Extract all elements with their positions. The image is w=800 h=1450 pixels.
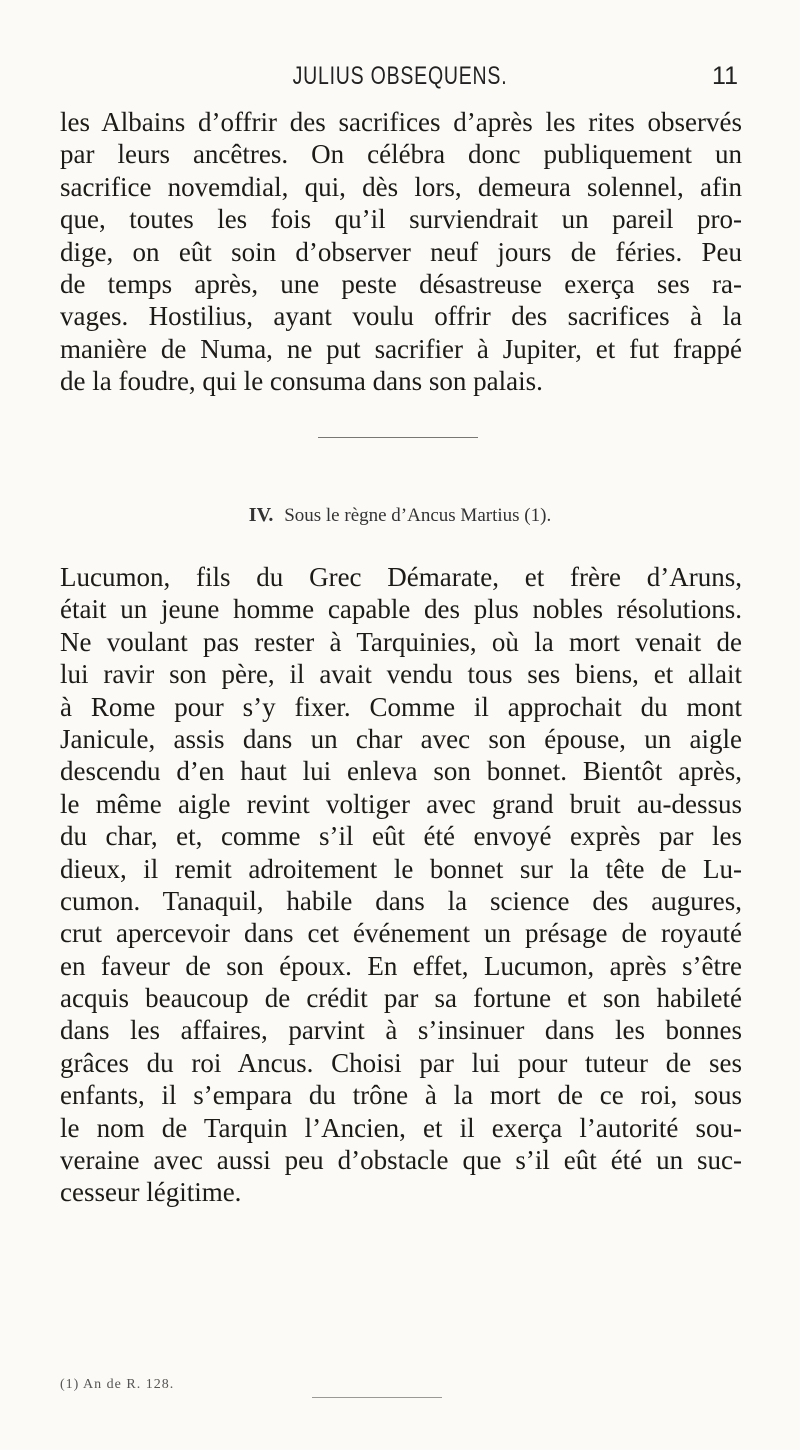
paragraph-1 <box>60 106 742 398</box>
text-line: enfants, il s’empara du trône à la mort de ce roi, sous <box>60 1080 742 1111</box>
paragraph-2 <box>60 561 742 1209</box>
text-line: les Albains d’offrir des sacrifices d’après les rites observés <box>60 107 742 137</box>
page-number: 11 <box>712 62 738 90</box>
section-separator <box>318 437 478 438</box>
text-line: dieux, il remit adroitement le bonnet sur la tête de Lu- <box>60 853 742 884</box>
text-line: lui ravir son père, il avait vendu tous ses biens, et allait <box>60 659 742 690</box>
text-line: en faveur de son époux. En effet, Lucumon, après s’être <box>60 950 742 981</box>
text-line: par leurs ancêtres. On célébra donc publiquement un <box>60 139 742 170</box>
running-head <box>0 62 800 92</box>
text-line: Ne voulant pas rester à Tarquinies, où la mort venait de <box>60 626 742 657</box>
text-line: que, toutes les fois qu’il surviendrait un pareil pro- <box>60 204 742 235</box>
text-line: le même aigle revint voltiger avec grand bruit au-dessus <box>60 788 742 819</box>
section-title: Sous le règne d’Ancus Martius <box>284 505 520 526</box>
text-line: crut apercevoir dans cet événement un présage de royauté <box>60 918 742 949</box>
text-line: de la foudre, qui le consuma dans son palais. <box>60 366 543 397</box>
text-line: était un jeune homme capable des plus nobles résolutions. <box>60 594 742 625</box>
text-line: manière de Numa, ne put sacrifier à Jupiter, et fut frappé <box>60 333 742 364</box>
running-title: JULIUS OBSEQUENS. <box>292 62 508 90</box>
text-line: le nom de Tarquin l’Ancien, et il exerça l’autorité sou- <box>60 1112 742 1143</box>
text-line: de temps après, une peste désastreuse exerça ses ra- <box>60 268 742 299</box>
text-line: Lucumon, fils du Grec Démarate, et frère d’Aruns, <box>60 562 742 592</box>
text-line: vages. Hostilius, ayant voulu offrir des sacrifices à la <box>60 301 742 332</box>
text-line: dige, on eût soin d’observer neuf jours de féries. Peu <box>60 236 742 267</box>
text-line: à Rome pour s’y fixer. Comme il approchait du mont <box>60 691 742 722</box>
section-number: IV. <box>248 504 274 526</box>
text-line: sacrifice novemdial, qui, dès lors, demeura solennel, afin <box>60 171 742 202</box>
section-heading <box>0 504 800 527</box>
text-line: du char, et, comme s’il eût été envoyé exprès par les <box>60 821 742 852</box>
text-line: descendu d’en haut lui enleva son bonnet. Bientôt après, <box>60 756 742 787</box>
text-line: cesseur légitime. <box>60 1177 242 1208</box>
footnote-rule <box>312 1397 442 1398</box>
text-line: Janicule, assis dans un char avec son épouse, un aigle <box>60 723 742 754</box>
section-note-mark: (1). <box>524 505 552 526</box>
text-line: dans les affaires, parvint à s’insinuer dans les bonnes <box>60 1015 742 1046</box>
text-line: cumon. Tanaquil, habile dans la science des augures, <box>60 885 742 916</box>
text-line: grâces du roi Ancus. Choisi par lui pour tuteur de ses <box>60 1047 742 1078</box>
footnote: (1) An de R. 128. <box>60 1377 175 1392</box>
text-line: acquis beaucoup de crédit par sa fortune et son habileté <box>60 983 742 1014</box>
text-line: veraine avec aussi peu d’obstacle que s’il eût été un suc- <box>60 1145 742 1176</box>
